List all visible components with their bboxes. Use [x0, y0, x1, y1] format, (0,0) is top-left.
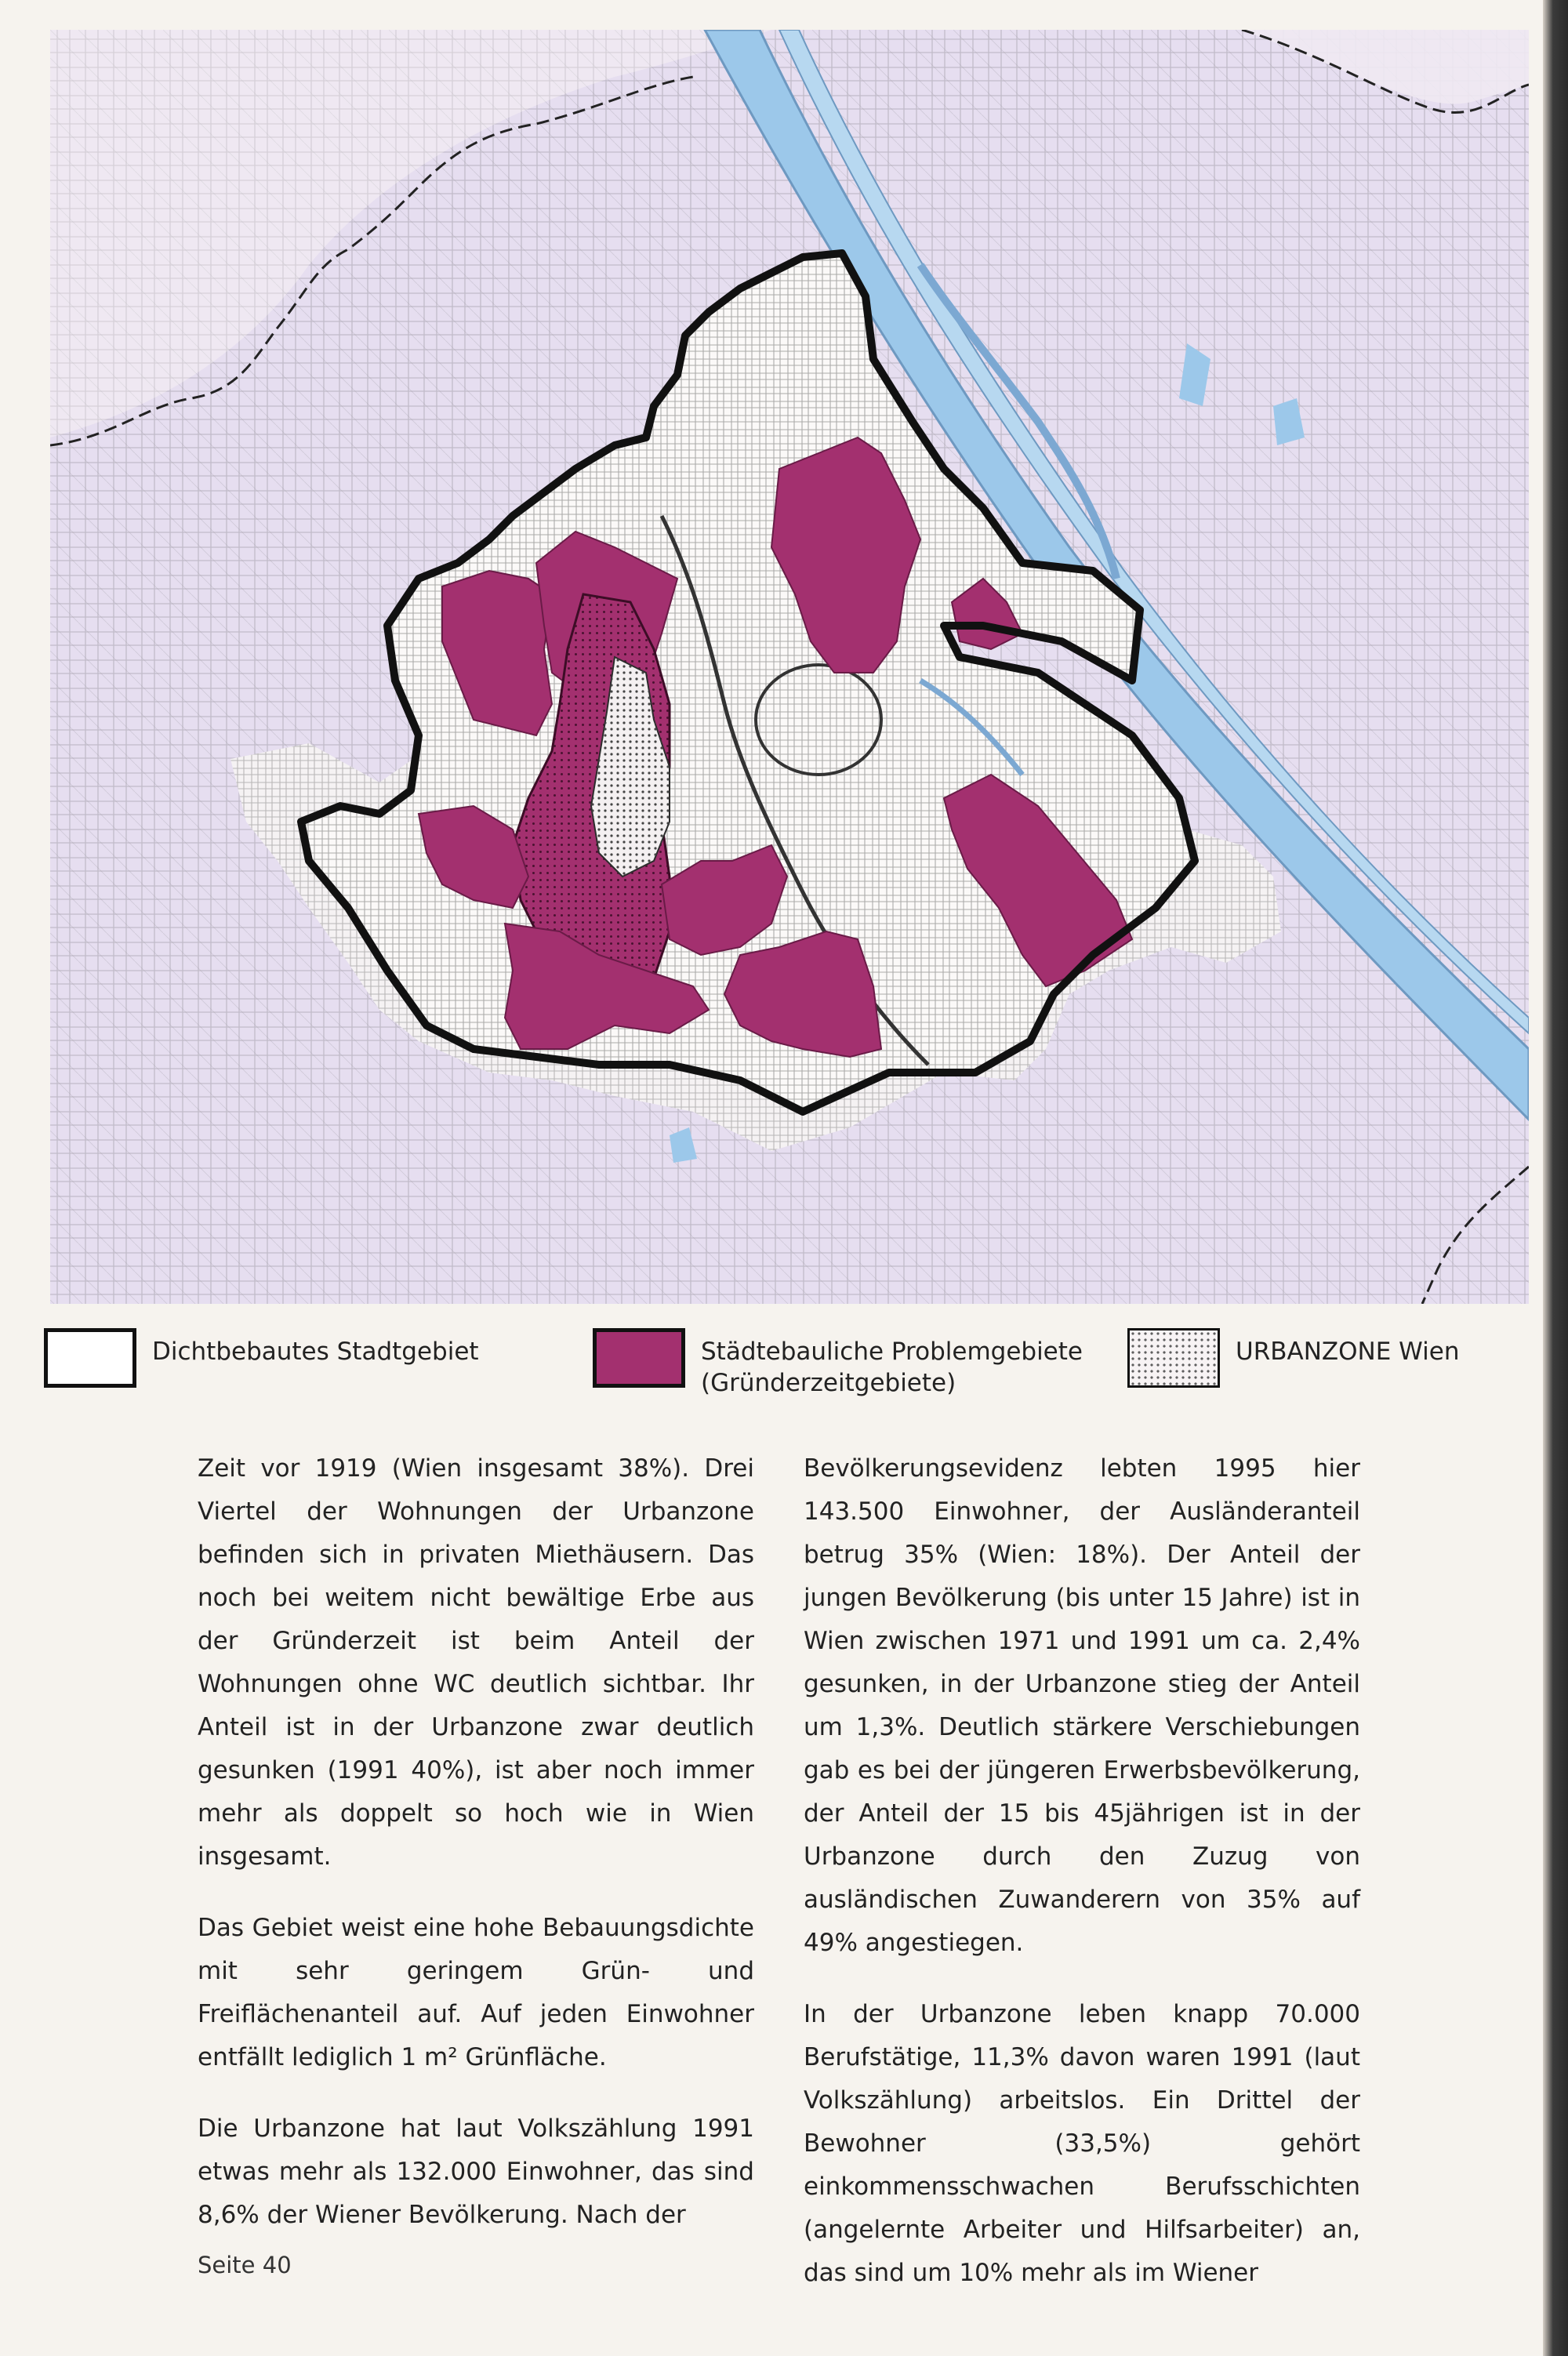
left-paragraph-2: Das Gebiet weist eine hohe Bebauungsdichte mit sehr geringem Grün- und Freiflächenanteil auf. Auf jeden Einwohner entfällt lediglich 1 m² Grünfläche.	[198, 1914, 754, 2071]
map-svg	[50, 30, 1529, 1304]
right-text-column	[804, 1447, 1360, 2323]
left-paragraph-1: Zeit vor 1919 (Wien insgesamt 38%). Drei Viertel der Wohnungen der Urbanzone befinden sich in privaten Miethäusern. Das noch bei weitem nicht bewältige Erbe aus der Gründerzeit ist beim Anteil der Wohnungen ohne WC deutlich sichtbar. Ihr Anteil ist in der Urbanzone zwar deutlich gesunken (1991 40%), ist aber noch immer mehr als doppelt so hoch wie in Wien insgesamt.	[198, 1454, 754, 1871]
left-paragraph-3: Die Urbanzone hat laut Volkszählung 1991 etwas mehr als 132.000 Einwohner, das sind 8,6% der Wiener Bevölkerung. Nach der	[198, 2115, 754, 2229]
map-legend	[44, 1325, 1518, 1411]
left-text-column	[198, 1447, 754, 2265]
right-paragraph-1: Bevölkerungsevidenz lebten 1995 hier 143.500 Einwohner, der Ausländeranteil betrug 35% (Wien: 18%). Der Anteil der jungen Bevölkerung (bis unter 15 Jahre) ist in Wien zwischen 1971 und 1991 um ca. 2,4% gesunken, in der Urbanzone stieg der Anteil um 1,3%. Deutlich stärkere Verschiebungen gab es bei der jüngeren Erwerbsbevölkerung, der Anteil der 15 bis 45jährigen ist in der Urbanzone durch den Zuzug von ausländischen Zuwanderern von 35% auf 49% angestiegen.	[804, 1454, 1360, 1957]
legend-problem-line2: (Gründerzeitgebiete)	[701, 1369, 956, 1397]
right-paragraph-2: In der Urbanzone leben knapp 70.000 Berufstätige, 11,3% davon waren 1991 (laut Volkszählung) arbeitslos. Ein Drittel der Bewohner (33,5%) gehört einkommensschwachen Berufsschichten (angelernte Arbeiter und Hilfsarbeiter) an, das sind um 10% mehr als im Wiener	[804, 2000, 1360, 2287]
vienna-map	[50, 30, 1529, 1304]
legend-label-urbanzone: URBANZONE Wien	[1236, 1338, 1460, 1366]
legend-swatch-dotted	[1127, 1328, 1220, 1388]
page-number: Seite 40	[198, 2252, 292, 2278]
page-edge-shadow	[1543, 0, 1568, 2356]
legend-problem-line1: Städtebauliche Problemgebiete	[701, 1338, 1083, 1366]
legend-swatch-magenta	[593, 1328, 685, 1388]
legend-label-problem-areas	[701, 1325, 1083, 1399]
legend-item-problem-areas	[593, 1325, 1083, 1411]
legend-swatch-white	[44, 1328, 136, 1388]
legend-label-dense-area: Dichtbebautes Stadtgebiet	[152, 1338, 479, 1366]
legend-item-urbanzone	[1127, 1325, 1459, 1411]
legend-item-dense-area	[44, 1325, 479, 1411]
